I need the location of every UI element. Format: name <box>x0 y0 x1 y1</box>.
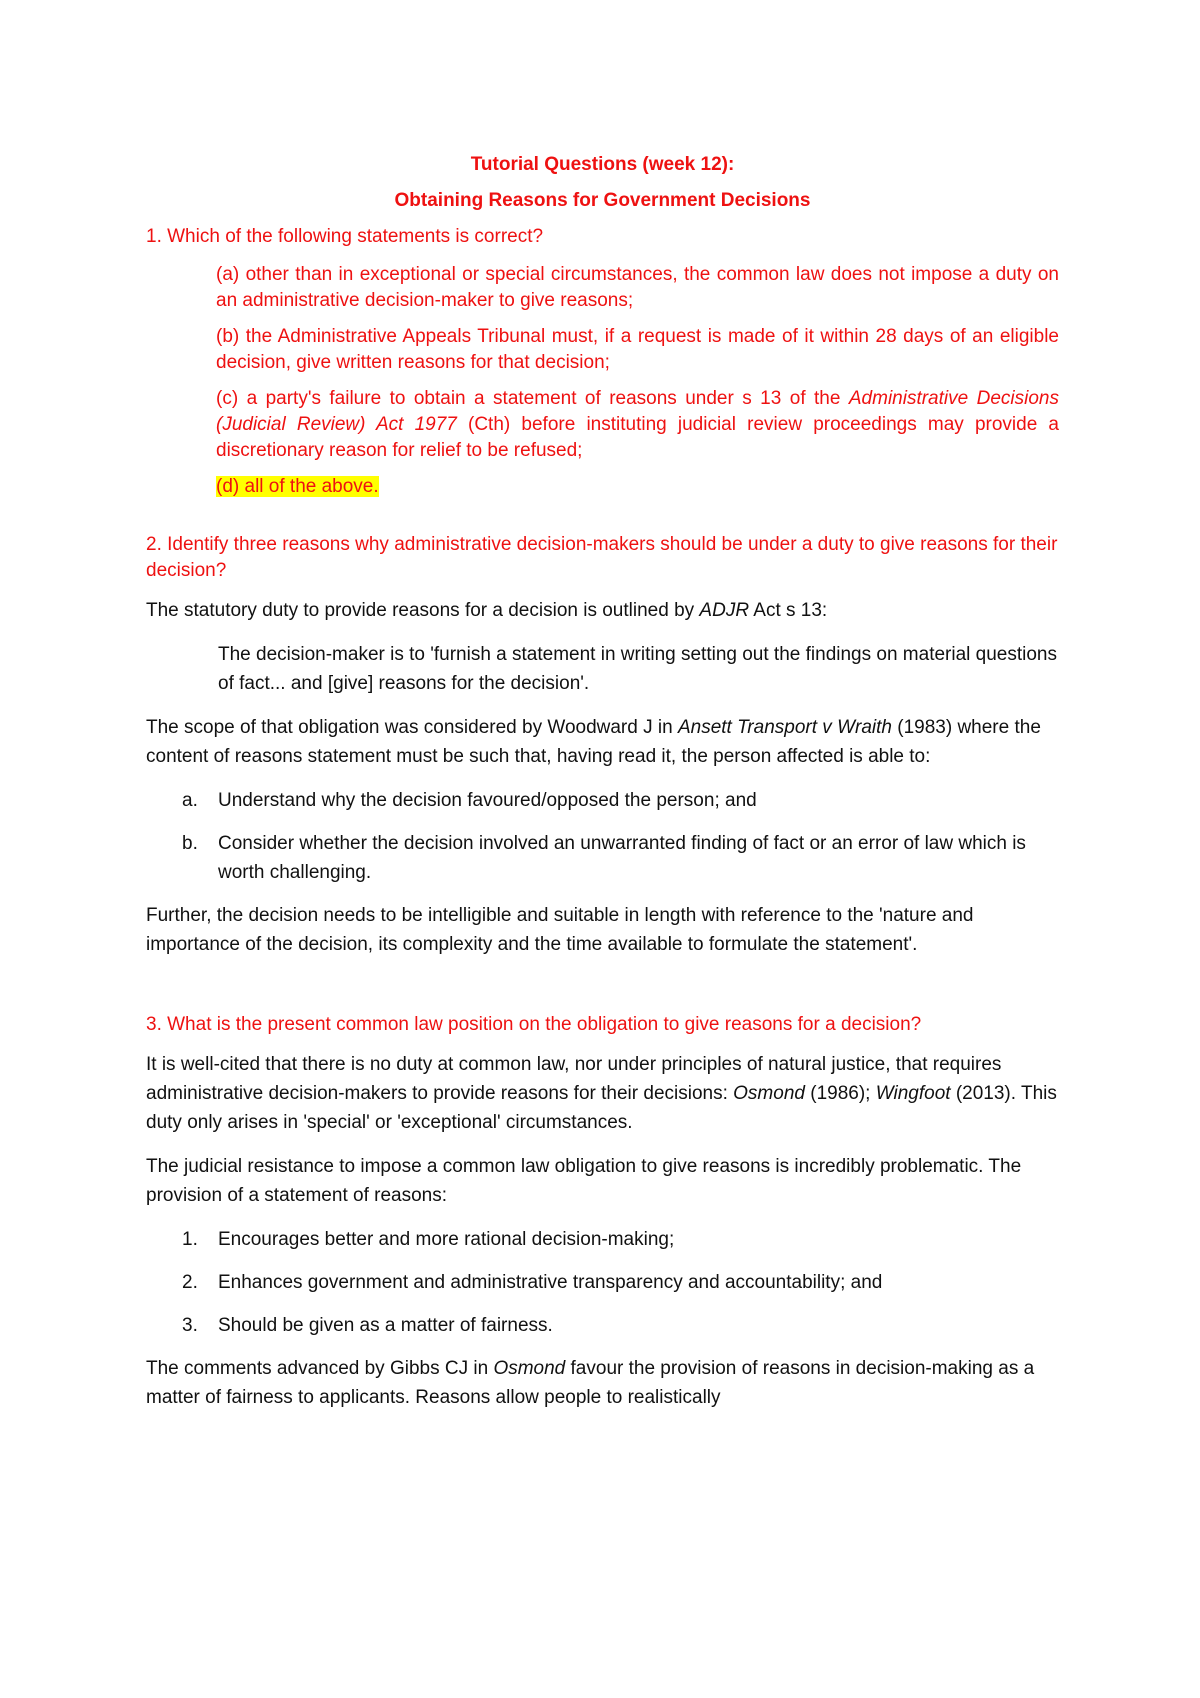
q3-p1-case-wingfoot: Wingfoot <box>875 1083 951 1104</box>
q3-p1-case-osmond: Osmond <box>733 1083 805 1104</box>
q2-p2-case: Ansett Transport v Wraith <box>677 717 892 738</box>
q3-list <box>146 1225 1059 1340</box>
list-item-text: Enhances government and administrative transparency and accountability; and <box>218 1272 883 1293</box>
question-3: 3. What is the present common law position on the obligation to give reasons for a decision? <box>146 1014 922 1035</box>
question-1-option-b: (b) the Administrative Appeals Tribunal must, if a request is made of it within 28 days of an eligible decision, give written reasons for that decision; <box>216 326 1059 373</box>
question-1: 1. Which of the following statements is correct? <box>146 226 544 247</box>
document-content <box>146 152 1059 1427</box>
question-1-option-d <box>216 474 1059 500</box>
question-2: 2. Identify three reasons why administrative decision-makers should be under a duty to give reasons for their decision? <box>146 534 1058 581</box>
q2-paragraph-3: Further, the decision needs to be intelligible and suitable in length with reference to the 'nature and importance of the decision, its complexity and the time available to formulate the statement'. <box>146 905 974 955</box>
option-d-highlighted: (d) all of the above. <box>216 476 379 497</box>
list-item <box>146 1311 1059 1340</box>
list-item <box>146 1268 1059 1297</box>
list-item <box>146 1225 1059 1254</box>
q3-p3-text: The comments advanced by Gibbs CJ in <box>146 1358 494 1379</box>
q3-p1-text-3: (2013). This duty only arises in 'special' or 'exceptional' circumstances. <box>146 1083 1057 1133</box>
q3-paragraph-1 <box>146 1050 1059 1137</box>
list-item-text: Should be given as a matter of fairness. <box>218 1315 553 1336</box>
q2-p2-text: The scope of that obligation was considered by Woodward J in <box>146 717 678 738</box>
q3-p1-text: It is well-cited that there is no duty at common law, nor under principles of natural justice, that requires administrative decision-makers to provide reasons for their decisions: <box>146 1054 1002 1104</box>
q2-block-quote: The decision-maker is to 'furnish a statement in writing setting out the findings on material questions of fact... and [give] reasons for the decision'. <box>218 644 1057 694</box>
list-marker: 3. <box>182 1315 198 1336</box>
question-1-option-c <box>216 386 1059 464</box>
list-item-text: Understand why the decision favoured/opposed the person; and <box>218 790 757 811</box>
list-item-text: Consider whether the decision involved an unwarranted finding of fact or an error of law which is worth challenging. <box>218 833 1026 883</box>
q3-p1-text-2: (1986); <box>804 1083 876 1104</box>
list-marker: a. <box>182 790 198 811</box>
option-c-act-name: Administrative Decisions (Judicial Review) Act 1977 <box>216 388 1059 435</box>
q2-paragraph-1 <box>146 596 1059 625</box>
tutorial-title: Tutorial Questions (week 12): <box>470 154 735 175</box>
list-item <box>146 786 1059 815</box>
option-c-text-1: (c) a party's failure to obtain a statement of reasons under s 13 of the <box>216 388 849 409</box>
q2-list <box>146 786 1059 887</box>
list-marker: b. <box>182 833 198 854</box>
list-item-text: Encourages better and more rational decision-making; <box>218 1229 675 1250</box>
q2-p1-text-end: Act s 13: <box>749 600 828 621</box>
list-marker: 2. <box>182 1272 198 1293</box>
q2-p1-text: The statutory duty to provide reasons for a decision is outlined by <box>146 600 700 621</box>
q2-p2-text-end: (1983) where the content of reasons statement must be such that, having read it, the person affected is able to: <box>146 717 1041 767</box>
tutorial-subtitle: Obtaining Reasons for Government Decisions <box>394 190 811 211</box>
q2-paragraph-2 <box>146 713 1059 771</box>
list-marker: 1. <box>182 1229 198 1250</box>
option-c-text-2: (Cth) before instituting judicial review proceedings may provide a discretionary reason for relief to be refused; <box>216 414 1060 461</box>
list-item <box>146 829 1059 887</box>
q3-paragraph-2: The judicial resistance to impose a common law obligation to give reasons is incredibly problematic. The provision of a statement of reasons: <box>146 1156 1022 1206</box>
q3-p3-text-end: favour the provision of reasons in decision-making as a matter of fairness to applicants. Reasons allow people to realistically <box>146 1358 1035 1408</box>
question-1-option-a: (a) other than in exceptional or special circumstances, the common law does not impose a duty on an administrative decision-maker to give reasons; <box>216 264 1059 311</box>
q3-paragraph-3 <box>146 1354 1059 1412</box>
q2-p1-act: ADJR <box>699 600 750 621</box>
q3-p3-case: Osmond <box>493 1358 566 1379</box>
